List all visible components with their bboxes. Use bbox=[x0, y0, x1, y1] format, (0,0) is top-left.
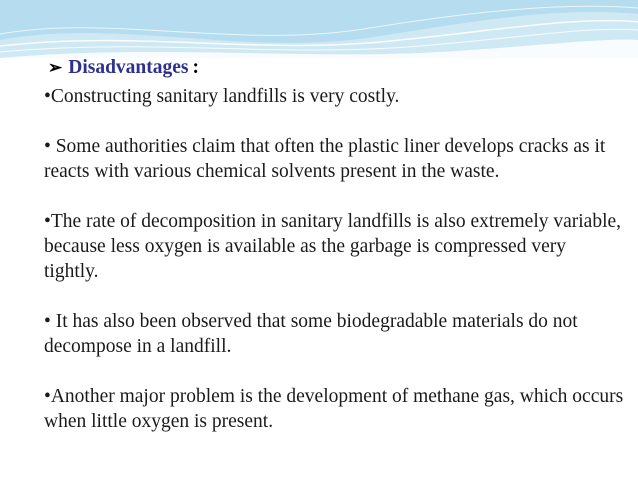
wave-banner bbox=[0, 0, 638, 58]
slide-content bbox=[44, 55, 624, 459]
bullet-paragraph-2: • Some authorities claim that often the plastic liner develops cracks as it reacts with various chemical solvents present in the waste. bbox=[44, 136, 606, 182]
heading-title: Disadvantages bbox=[68, 57, 189, 78]
section-heading bbox=[48, 55, 624, 80]
bullet-paragraph-4: • It has also been observed that some biodegradable materials do not decompose in a landfill. bbox=[44, 311, 578, 357]
bullet-paragraph-1: •Constructing sanitary landfills is very costly. bbox=[44, 86, 400, 107]
heading-colon: : bbox=[192, 57, 200, 78]
arrow-bullet-icon: ➢ bbox=[48, 58, 63, 77]
bullet-paragraph-3: •The rate of decomposition in sanitary landfills is also extremely variable, because less oxygen is available as the garbage is compressed very tightly. bbox=[44, 211, 622, 282]
bullet-paragraph-5: •Another major problem is the development of methane gas, which occurs when little oxygen is present. bbox=[44, 386, 624, 432]
